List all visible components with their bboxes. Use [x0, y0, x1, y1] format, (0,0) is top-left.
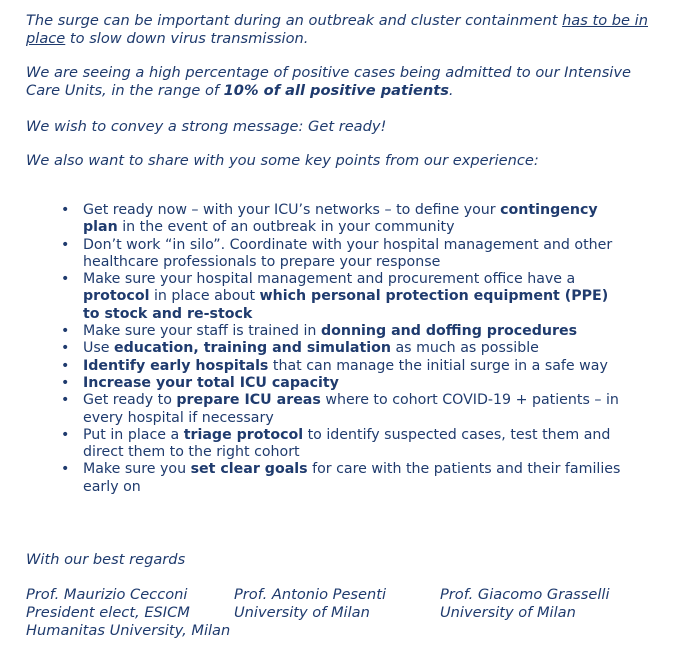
signature-affiliation: Humanitas University, Milan [26, 622, 231, 639]
list-item [58, 340, 623, 357]
point-bold-text: set clear goals [190, 461, 308, 478]
list-item [58, 202, 623, 237]
signature-pesenti [234, 586, 386, 622]
list-item [58, 271, 623, 323]
point-text: where to cohort COVID-19 + patients – in every hospital if necessary [83, 392, 619, 426]
point-text: Put in place a [83, 426, 184, 443]
point-text: in the event of an outbreak in your community [117, 219, 455, 236]
key-points-list [58, 202, 623, 496]
point-bold-text: protocol [83, 288, 150, 305]
point-bold-text: donning and doffing procedures [320, 323, 578, 340]
signature-name: Prof. Giacomo Grasselli [440, 586, 610, 603]
signature-affiliation: University of Milan [234, 604, 370, 621]
signature-title: President elect, ESICM [26, 604, 190, 621]
strong-message-paragraph: We wish to convey a strong message: Get ready! [26, 118, 387, 135]
signature-cecconi [26, 586, 230, 640]
list-item [58, 461, 623, 496]
bullet-icon: • [61, 202, 70, 218]
bullet-icon: • [61, 323, 70, 340]
point-text: in place about [149, 288, 260, 305]
icu-text-end: . [448, 82, 454, 99]
point-bold-text: contingency plan [83, 202, 598, 236]
point-text: Use [83, 340, 115, 357]
surge-text-underlined: has to be in place [26, 12, 648, 47]
signature-name: Prof. Maurizio Cecconi [26, 586, 188, 603]
point-text: for care with the patients and their families early on [83, 461, 621, 495]
point-bold-text: prepare ICU areas [176, 392, 321, 409]
point-text: Make sure your staff is trained in [83, 323, 321, 340]
bullet-icon: • [61, 271, 70, 288]
point-text: to identify suspected cases, test them and direct them to the right cohort [83, 426, 611, 461]
list-item [58, 392, 623, 427]
key-points-intro-paragraph: We also want to share with you some key points from our experience: [26, 152, 539, 169]
list-item [58, 358, 623, 375]
bullet-icon: • [61, 357, 70, 374]
icu-text-start: We are seeing a high percentage of positive cases being admitted to our Intensive Care Units, in the range of [26, 64, 631, 99]
surge-text-start: The surge can be important during an outbreak and cluster containment [26, 12, 563, 29]
list-item [58, 427, 623, 462]
signature-name: Prof. Antonio Pesenti [234, 586, 387, 603]
signature-affiliation: University of Milan [440, 604, 576, 621]
point-text: that can manage the initial surge in a safe way [268, 357, 608, 374]
point-text: Make sure your hospital management and procurement office have a [83, 271, 576, 288]
point-bold-text: Increase your total ICU capacity [83, 374, 339, 391]
list-item [58, 237, 623, 272]
icu-percentage-bold: 10% of all positive patients [223, 82, 449, 99]
bullet-icon: • [61, 340, 70, 357]
list-item [58, 323, 623, 340]
bullet-icon: • [61, 374, 70, 391]
bullet-icon: • [61, 392, 70, 409]
bullet-icon: • [61, 236, 70, 253]
point-bold-text: which personal protection equipment (PPE) to stock and re-stock [83, 288, 609, 322]
point-bold-text: triage protocol [183, 426, 304, 443]
signature-grasselli [440, 586, 610, 622]
point-bold-text: Identify early hospitals [83, 357, 269, 374]
point-text: Make sure you [83, 461, 191, 478]
point-bold-text: education, training and simulation [114, 340, 391, 357]
point-text: as much as possible [390, 340, 539, 357]
icu-admission-paragraph [26, 64, 666, 100]
list-item [58, 375, 623, 392]
bullet-icon: • [61, 461, 70, 478]
surge-text-end: to slow down virus transmission. [65, 30, 309, 47]
point-text: Get ready to [83, 392, 177, 409]
point-text: Don’t work “in silo”. Coordinate with your hospital management and other healthcare professionals to prepare your response [83, 236, 613, 270]
bullet-icon: • [61, 426, 70, 443]
intro-paragraph-surge [26, 12, 666, 48]
point-text: Get ready now – with your ICU’s networks – to define your [83, 202, 501, 218]
closing-regards: With our best regards [26, 551, 186, 568]
